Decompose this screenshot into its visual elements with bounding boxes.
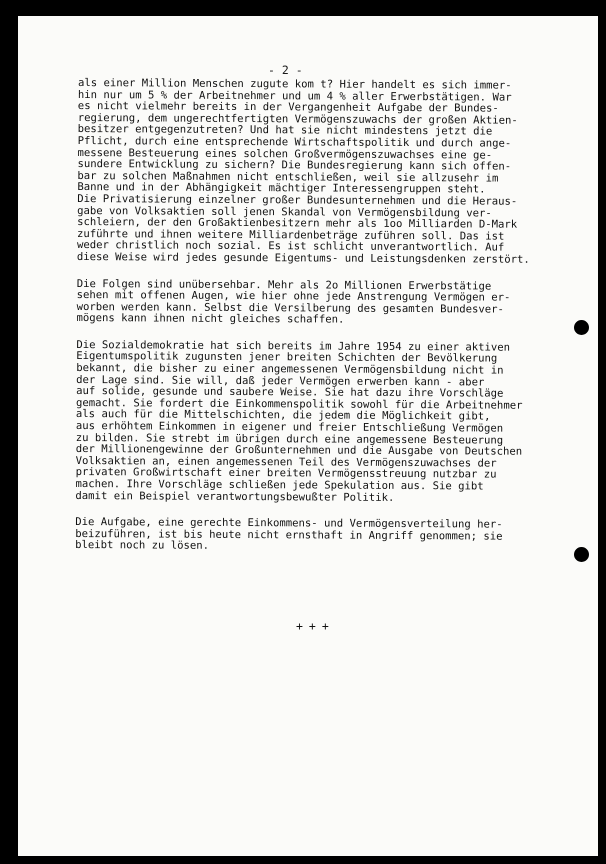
text-line: Die Aufgabe, eine gerechte Einkommens- und Vermögensverteilung her- [75, 516, 503, 531]
text-line: weder christlich noch sozial. Es ist schlicht unverantwortlich. Auf [76, 239, 505, 254]
text-line: zuführte und ihnen weitere Milliardenbeträge zuführen soll. Das ist [77, 227, 505, 243]
text-line: mögens kann ihnen nicht gleiches schaffen. [76, 312, 345, 326]
text-line: gabe von Volksaktien soll jenen Skandal von Vermögensbildung ver- [77, 204, 492, 220]
text-line: sehen mit offenen Augen, wie hier ohne jede Anstrengung Vermögen er- [76, 289, 511, 304]
text-line: als einer Million Menschen zugute kom t? Hier handelt es sich immer- [77, 77, 512, 92]
text-line: machen. Ihre Vorschläge schließen jede Spekulation aus. Sie gibt [75, 477, 484, 493]
text-line: aus erhöhtem Einkommen in eigener und freier Entschließung Vermögen [75, 420, 504, 435]
text-line: es nicht vielmehr bereits in der Vergangenheit Aufgabe der Bundes- [77, 100, 499, 115]
text-line: Volksaktien an, einen angemessenen Teil des Vermögenszuwachses der [75, 454, 497, 470]
text-line: beizuführen, ist bis heute nicht ernsthaft in Angriff genommen; sie [75, 527, 503, 543]
body-text [75, 78, 588, 555]
text-line: sundere Entwicklung zu sichern? Die Bundesregierung kann sich offen- [77, 158, 512, 173]
text-line: Die Sozialdemokratie hat sich bereits im Jahre 1954 zu einer aktiven [76, 338, 511, 354]
paragraph-4 [75, 517, 585, 555]
text-line: als auch für die Mittelschichten, die jedem die Möglichkeit gibt, [75, 408, 491, 423]
text-line: zu bilden. Sie strebt im übrigen durch eine angemessene Besteuerung [75, 431, 504, 447]
paragraph-1 [77, 78, 588, 267]
text-line: Pflicht, durch eine entsprechende Wirtschaftspolitik und durch ange- [77, 134, 512, 150]
paragraph-2 [76, 278, 586, 327]
text-line: auf solide, gesunde und saubere Weise. Sie hat dazu ihre Vorschläge [76, 385, 504, 400]
text-line: worben werden kann. Selbst die Versilberung des gesamten Bundesver- [76, 300, 504, 316]
text-line: regierung, dem ungerechtfertigten Vermögenszuwachs der großen Aktien- [77, 111, 518, 127]
text-line: bekannt, die bisher zu einer angemessenen Vermögensbildung nicht in [76, 362, 504, 377]
text-line: Banne und in der Abhängigkeit mächtiger Interessengruppen steht. [77, 181, 486, 196]
text-line: der Millionengewinne der Großunternehmen und die Ausgabe von Deutschen [75, 443, 523, 458]
text-line: bleibt noch zu lösen. [75, 539, 210, 553]
text-line: privaten Großwirtschaft einer breiten Vermögensstreuung nutzbar zu [75, 466, 497, 481]
document-page [18, 16, 598, 856]
punch-hole-icon [574, 547, 589, 562]
text-line: gemacht. Sie fordert die Einkommenspolitik sowohl für die Arbeitnehmer [75, 396, 523, 412]
text-line: der Lage sind. Sie will, daß jeder Vermögen erwerben kann - aber [76, 373, 485, 389]
punch-hole-icon [574, 320, 589, 335]
text-line: damit ein Beispiel verantwortungsbewußter Politik. [75, 489, 395, 504]
text-line: Die Folgen sind unübersehbar. Mehr als 2o Millionen Erwerbstätige [76, 277, 492, 293]
page-number: - 2 - [268, 63, 303, 77]
paragraph-3 [75, 340, 586, 505]
text-line: diese Weise wird jedes gesunde Eigentums- und Leistungsdenken zerstört. [76, 250, 530, 266]
text-line: bar zu solchen Maßnahmen nicht entschließen, weil sie allzusehr im [77, 169, 499, 185]
text-line: Eigentumspolitik zugunsten jener breiten Schichten der Bevölkerung [76, 350, 498, 366]
text-line: besitzer entgegenzutreten? Und hat sie nicht mindestens jetzt die [77, 123, 493, 138]
text-line: messene Besteuerung eines solchen Großvermögenszuwachses eine ge- [77, 146, 493, 162]
text-line: hin nur um 5 % der Arbeitnehmer und um 4 % aller Erwerbstätigen. War [77, 88, 512, 104]
section-separator: +++ [296, 619, 335, 633]
text-line: schleiern, der den Großaktienbesitzern mehr als 1oo Milliarden D-Mark [77, 216, 518, 231]
text-line: Die Privatisierung einzelner großer Bundesunternehmen und die Heraus- [77, 192, 518, 208]
